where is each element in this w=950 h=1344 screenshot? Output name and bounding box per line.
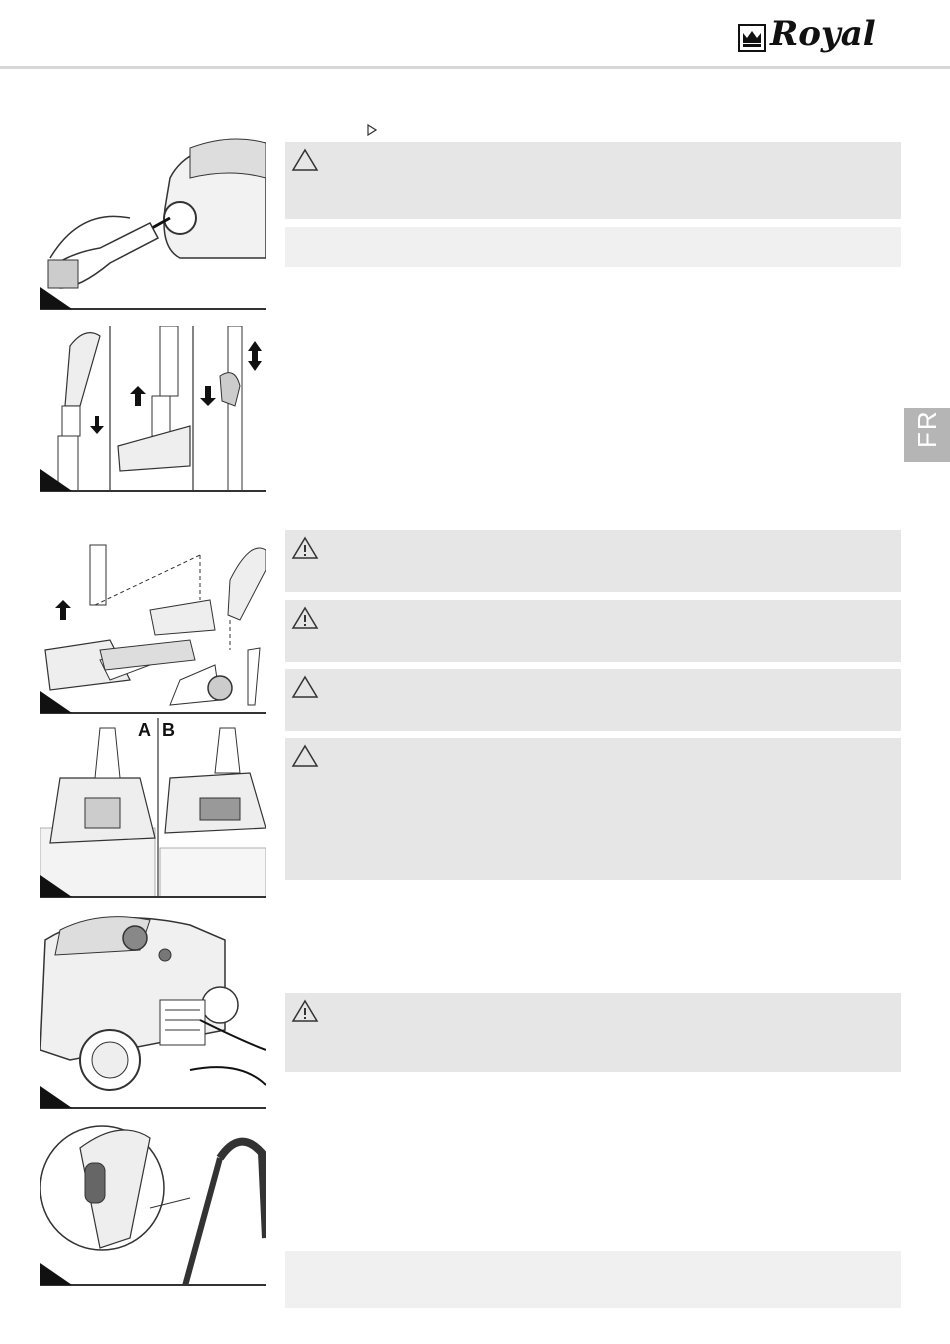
language-tab-label: FR <box>912 409 942 448</box>
note-box-2 <box>285 227 901 267</box>
figure-corner-mark <box>40 1086 72 1108</box>
figure-corner-mark <box>40 1263 72 1285</box>
play-arrow-icon <box>367 124 377 136</box>
figure-divider <box>40 490 266 492</box>
warning-icon <box>291 536 319 560</box>
figure-corner-mark <box>40 875 72 897</box>
figure-corner-mark <box>40 691 72 713</box>
language-tab <box>904 408 950 462</box>
warning-box-1 <box>285 530 901 592</box>
figure-floor-nozzle-modes <box>40 718 266 898</box>
figure-label-a: A <box>138 720 151 740</box>
brand-name: Royal <box>770 14 876 54</box>
warning-icon <box>291 148 319 172</box>
figure-vacuum-body <box>40 910 266 1108</box>
warning-icon <box>291 675 319 699</box>
figure-tube-assembly <box>40 326 266 492</box>
note-box-3 <box>285 669 901 731</box>
note-box-1 <box>285 142 901 219</box>
figure-divider <box>40 712 266 714</box>
figure-corner-mark <box>40 287 72 309</box>
figure-hose-connection <box>40 138 266 310</box>
brand-logo <box>738 14 908 60</box>
figure-accessories <box>40 540 266 714</box>
figure-corner-mark <box>40 469 72 491</box>
header-divider <box>0 66 950 69</box>
warning-icon <box>291 999 319 1023</box>
note-box-5 <box>285 1251 901 1308</box>
warning-icon <box>291 606 319 630</box>
figure-divider <box>40 308 266 310</box>
figure-divider <box>40 896 266 898</box>
warning-icon <box>291 744 319 768</box>
note-box-4 <box>285 738 901 880</box>
figure-divider <box>40 1107 266 1109</box>
crown-icon <box>738 24 766 52</box>
figure-label-b: B <box>162 720 175 740</box>
warning-box-3 <box>285 993 901 1072</box>
warning-box-2 <box>285 600 901 662</box>
figure-handle-detail <box>40 1118 266 1286</box>
figure-divider <box>40 1284 266 1286</box>
